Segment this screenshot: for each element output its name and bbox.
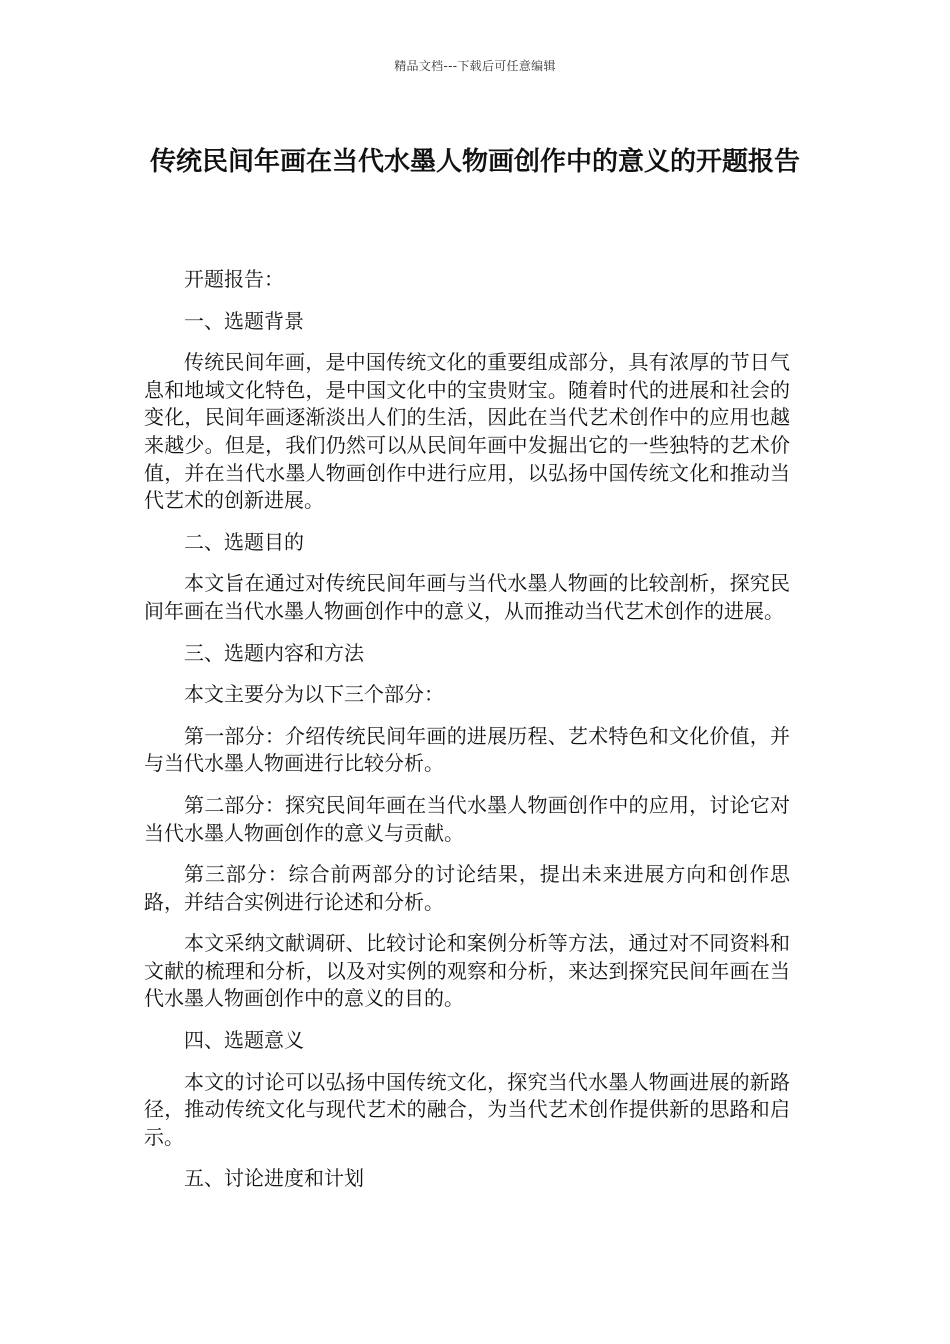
paragraph-intro-label: 开题报告： (184, 267, 284, 291)
paragraph-parts-intro: 本文主要分为以下三个部分： (184, 682, 444, 707)
section-heading-background: 一、选题背景 (184, 308, 304, 333)
section-heading-schedule: 五、讨论进度和计划 (184, 1166, 364, 1191)
paragraph-background: 传统民间年画，是中国传统文化的重要组成部分，具有浓厚的节日气息和地域文化特色，是中国文化中的宝贵财宝。随着时代的进展和社会的变化，民间年画逐渐淡出人们的生活，因此在当代艺术创作中的应用也越来越少。但是，我们仍然可以从民间年画中发掘出它的一些独特的艺术价值，并在当代水墨人物画创作中进行应用，以弘扬中国传统文化和推动当代艺术的创新进展。 (144, 350, 790, 513)
document-title: 传统民间年画在当代水墨人物画创作中的意义的开题报告 (149, 147, 800, 177)
document-body (144, 266, 790, 1207)
paragraph-part-three: 第三部分：综合前两部分的讨论结果，提出未来进展方向和创作思路，并结合实例进行论述和分析。 (144, 862, 790, 914)
section-heading-content-method: 三、选题内容和方法 (184, 640, 364, 665)
paragraph-part-two: 第二部分：探究民间年画在当代水墨人物画创作中的应用，讨论它对当代水墨人物画创作的意义与贡献。 (144, 792, 790, 845)
section-heading-significance: 四、选题意义 (184, 1028, 304, 1053)
paragraph-significance: 本文的讨论可以弘扬中国传统文化，探究当代水墨人物画进展的新路径，推动传统文化与现代艺术的融合，为当代艺术创作提供新的思路和启示。 (144, 1069, 790, 1149)
section-heading-purpose: 二、选题目的 (184, 529, 304, 554)
header-watermark: 精品文档---下载后可任意编辑 (394, 59, 556, 73)
paragraph-part-one: 第一部分：介绍传统民间年画的进展历程、艺术特色和文化价值，并与当代水墨人物画进行比较分析。 (144, 723, 790, 776)
paragraph-methods: 本文采纳文献调研、比较讨论和案例分析等方法，通过对不同资料和文献的梳理和分析，以及对实例的观察和分析，来达到探究民间年画在当代水墨人物画创作中的意义的目的。 (144, 931, 790, 1011)
paragraph-purpose: 本文旨在通过对传统民间年画与当代水墨人物画的比较剖析，探究民间年画在当代水墨人物画创作中的意义，从而推动当代艺术创作的进展。 (144, 571, 790, 623)
